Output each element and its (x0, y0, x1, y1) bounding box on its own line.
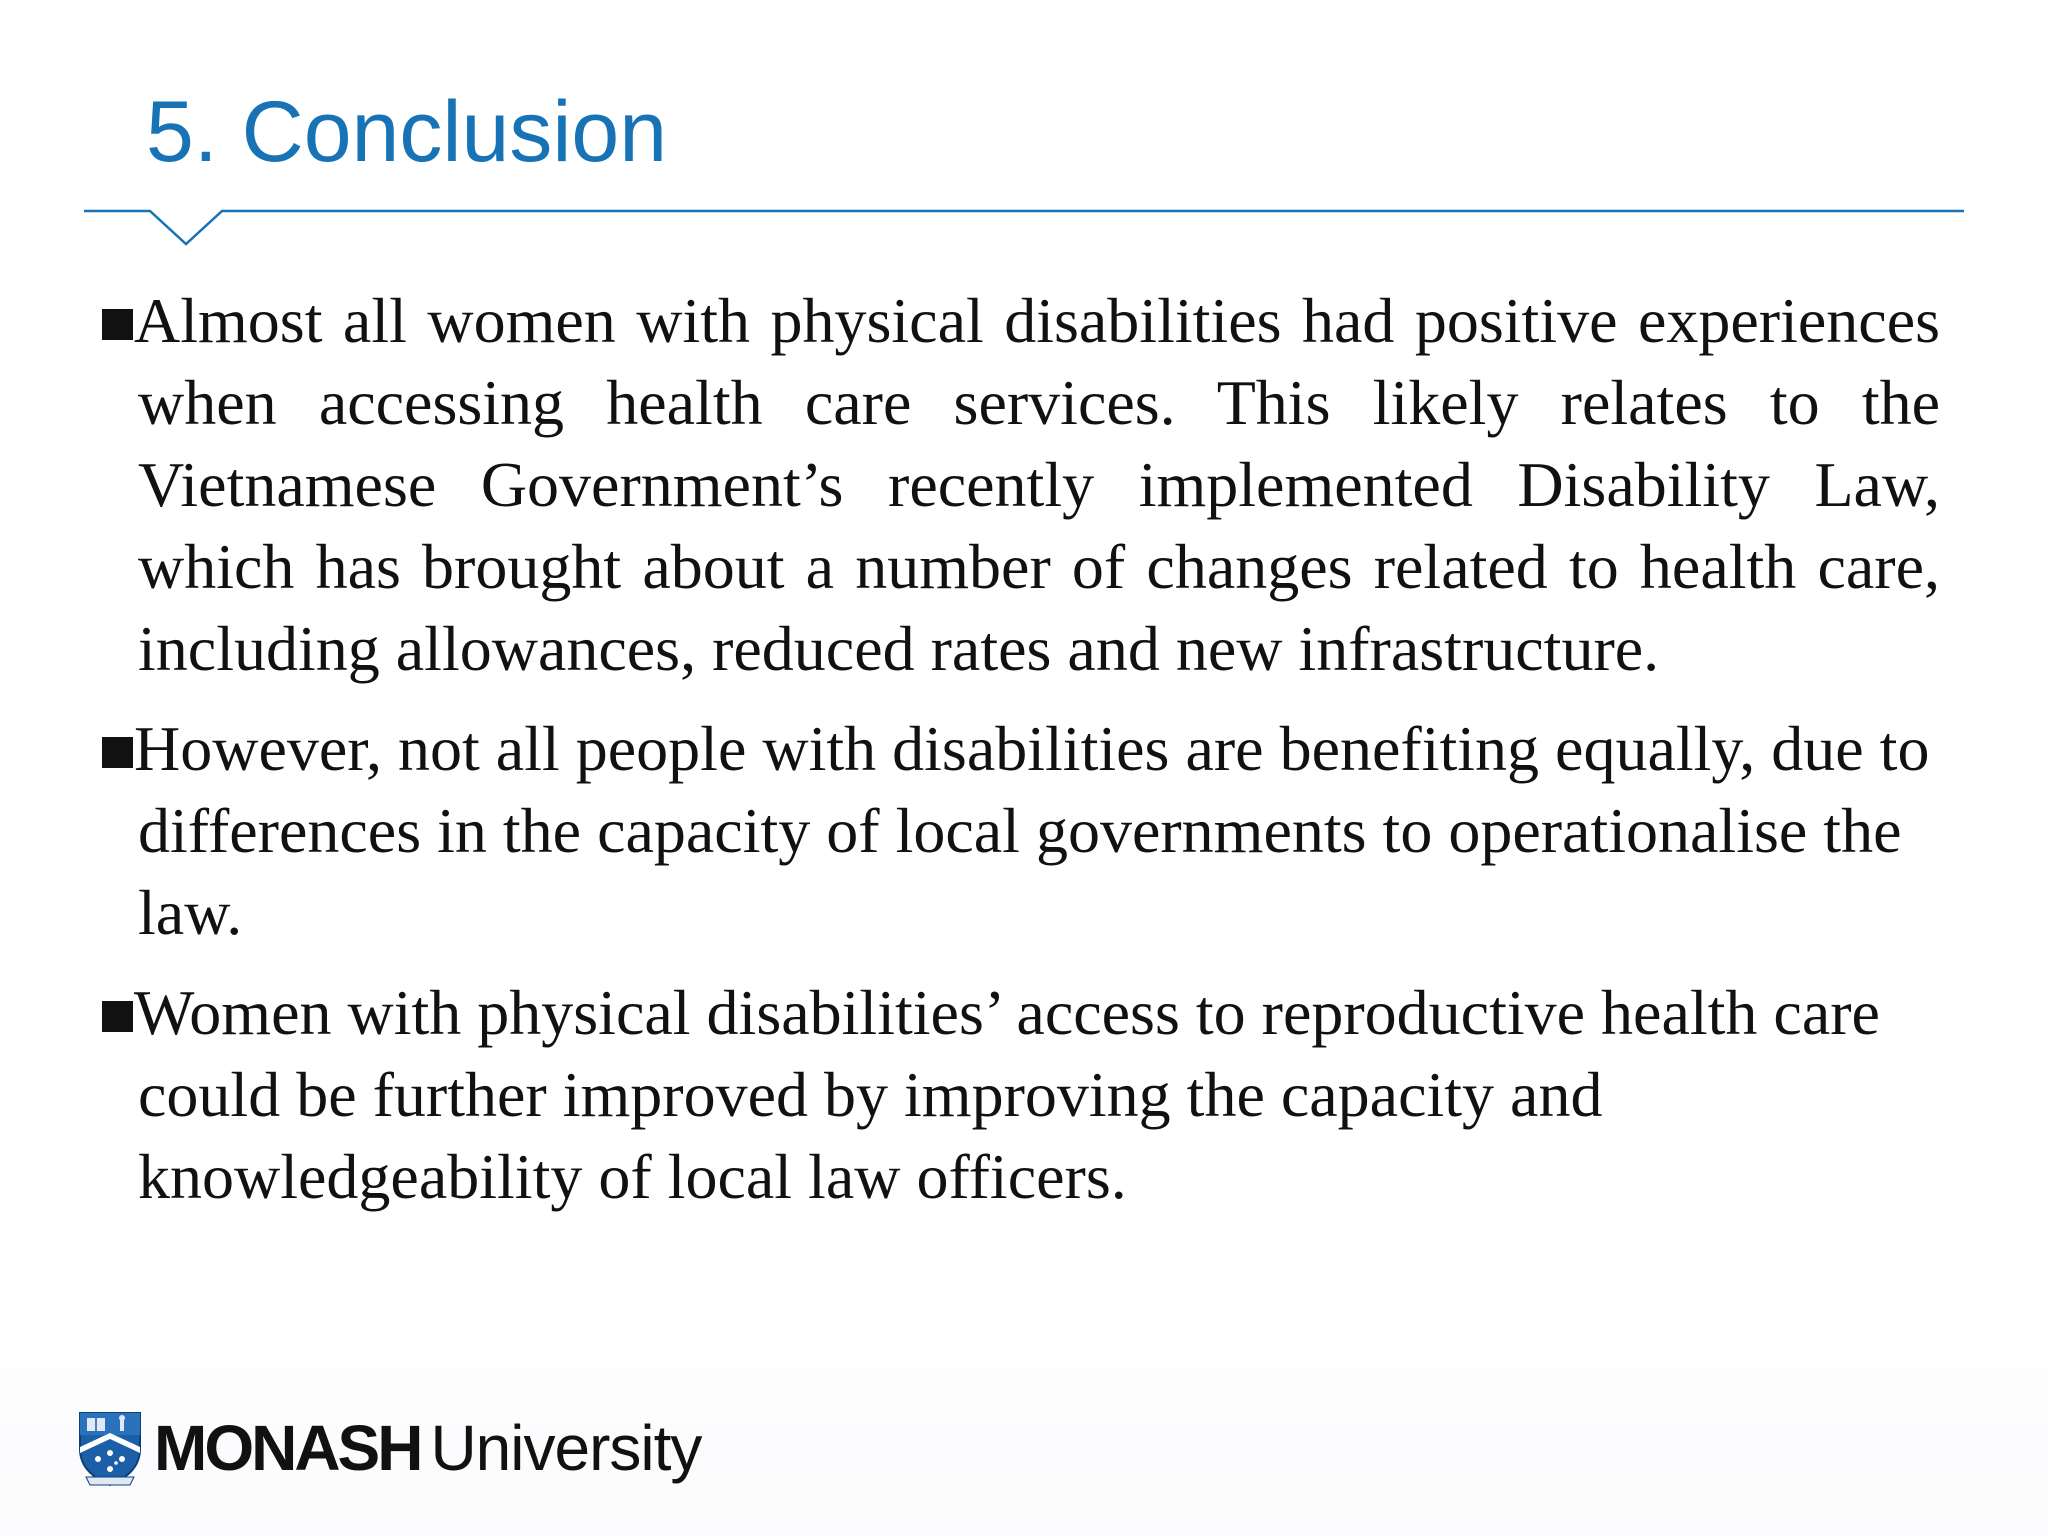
slide-title: 5. Conclusion (146, 84, 668, 180)
logo-name-bold: MONASH (154, 1412, 421, 1484)
square-bullet-icon (102, 309, 133, 340)
bullet-list (98, 280, 1940, 1236)
monash-university-logo (76, 1398, 701, 1498)
bullet-text: Almost all women with physical disabilities had positive experiences when accessing health care services. This likely relates to the Vietnamese Government’s recently implemented Disability Law, which has brought about a number of changes related to health care, including allowances, reduced rates and new infrastructure. (134, 285, 1940, 684)
bullet-text: However, not all people with disabilities are benefiting equally, due to differences in the capacity of local governments to operationalise the law. (134, 713, 1930, 948)
bullet-item (98, 972, 1940, 1218)
square-bullet-icon (102, 1001, 133, 1032)
bullet-item (98, 708, 1940, 954)
bullet-item (98, 280, 1940, 690)
monash-crest-icon (76, 1409, 144, 1487)
logo-wordmark (154, 1408, 701, 1488)
square-bullet-icon (102, 737, 133, 768)
bullet-text: Women with physical disabilities’ access to reproductive health care could be further improved by improving the capacity and knowledgeability of local law officers. (134, 977, 1880, 1212)
logo-name-light: University (430, 1412, 702, 1484)
